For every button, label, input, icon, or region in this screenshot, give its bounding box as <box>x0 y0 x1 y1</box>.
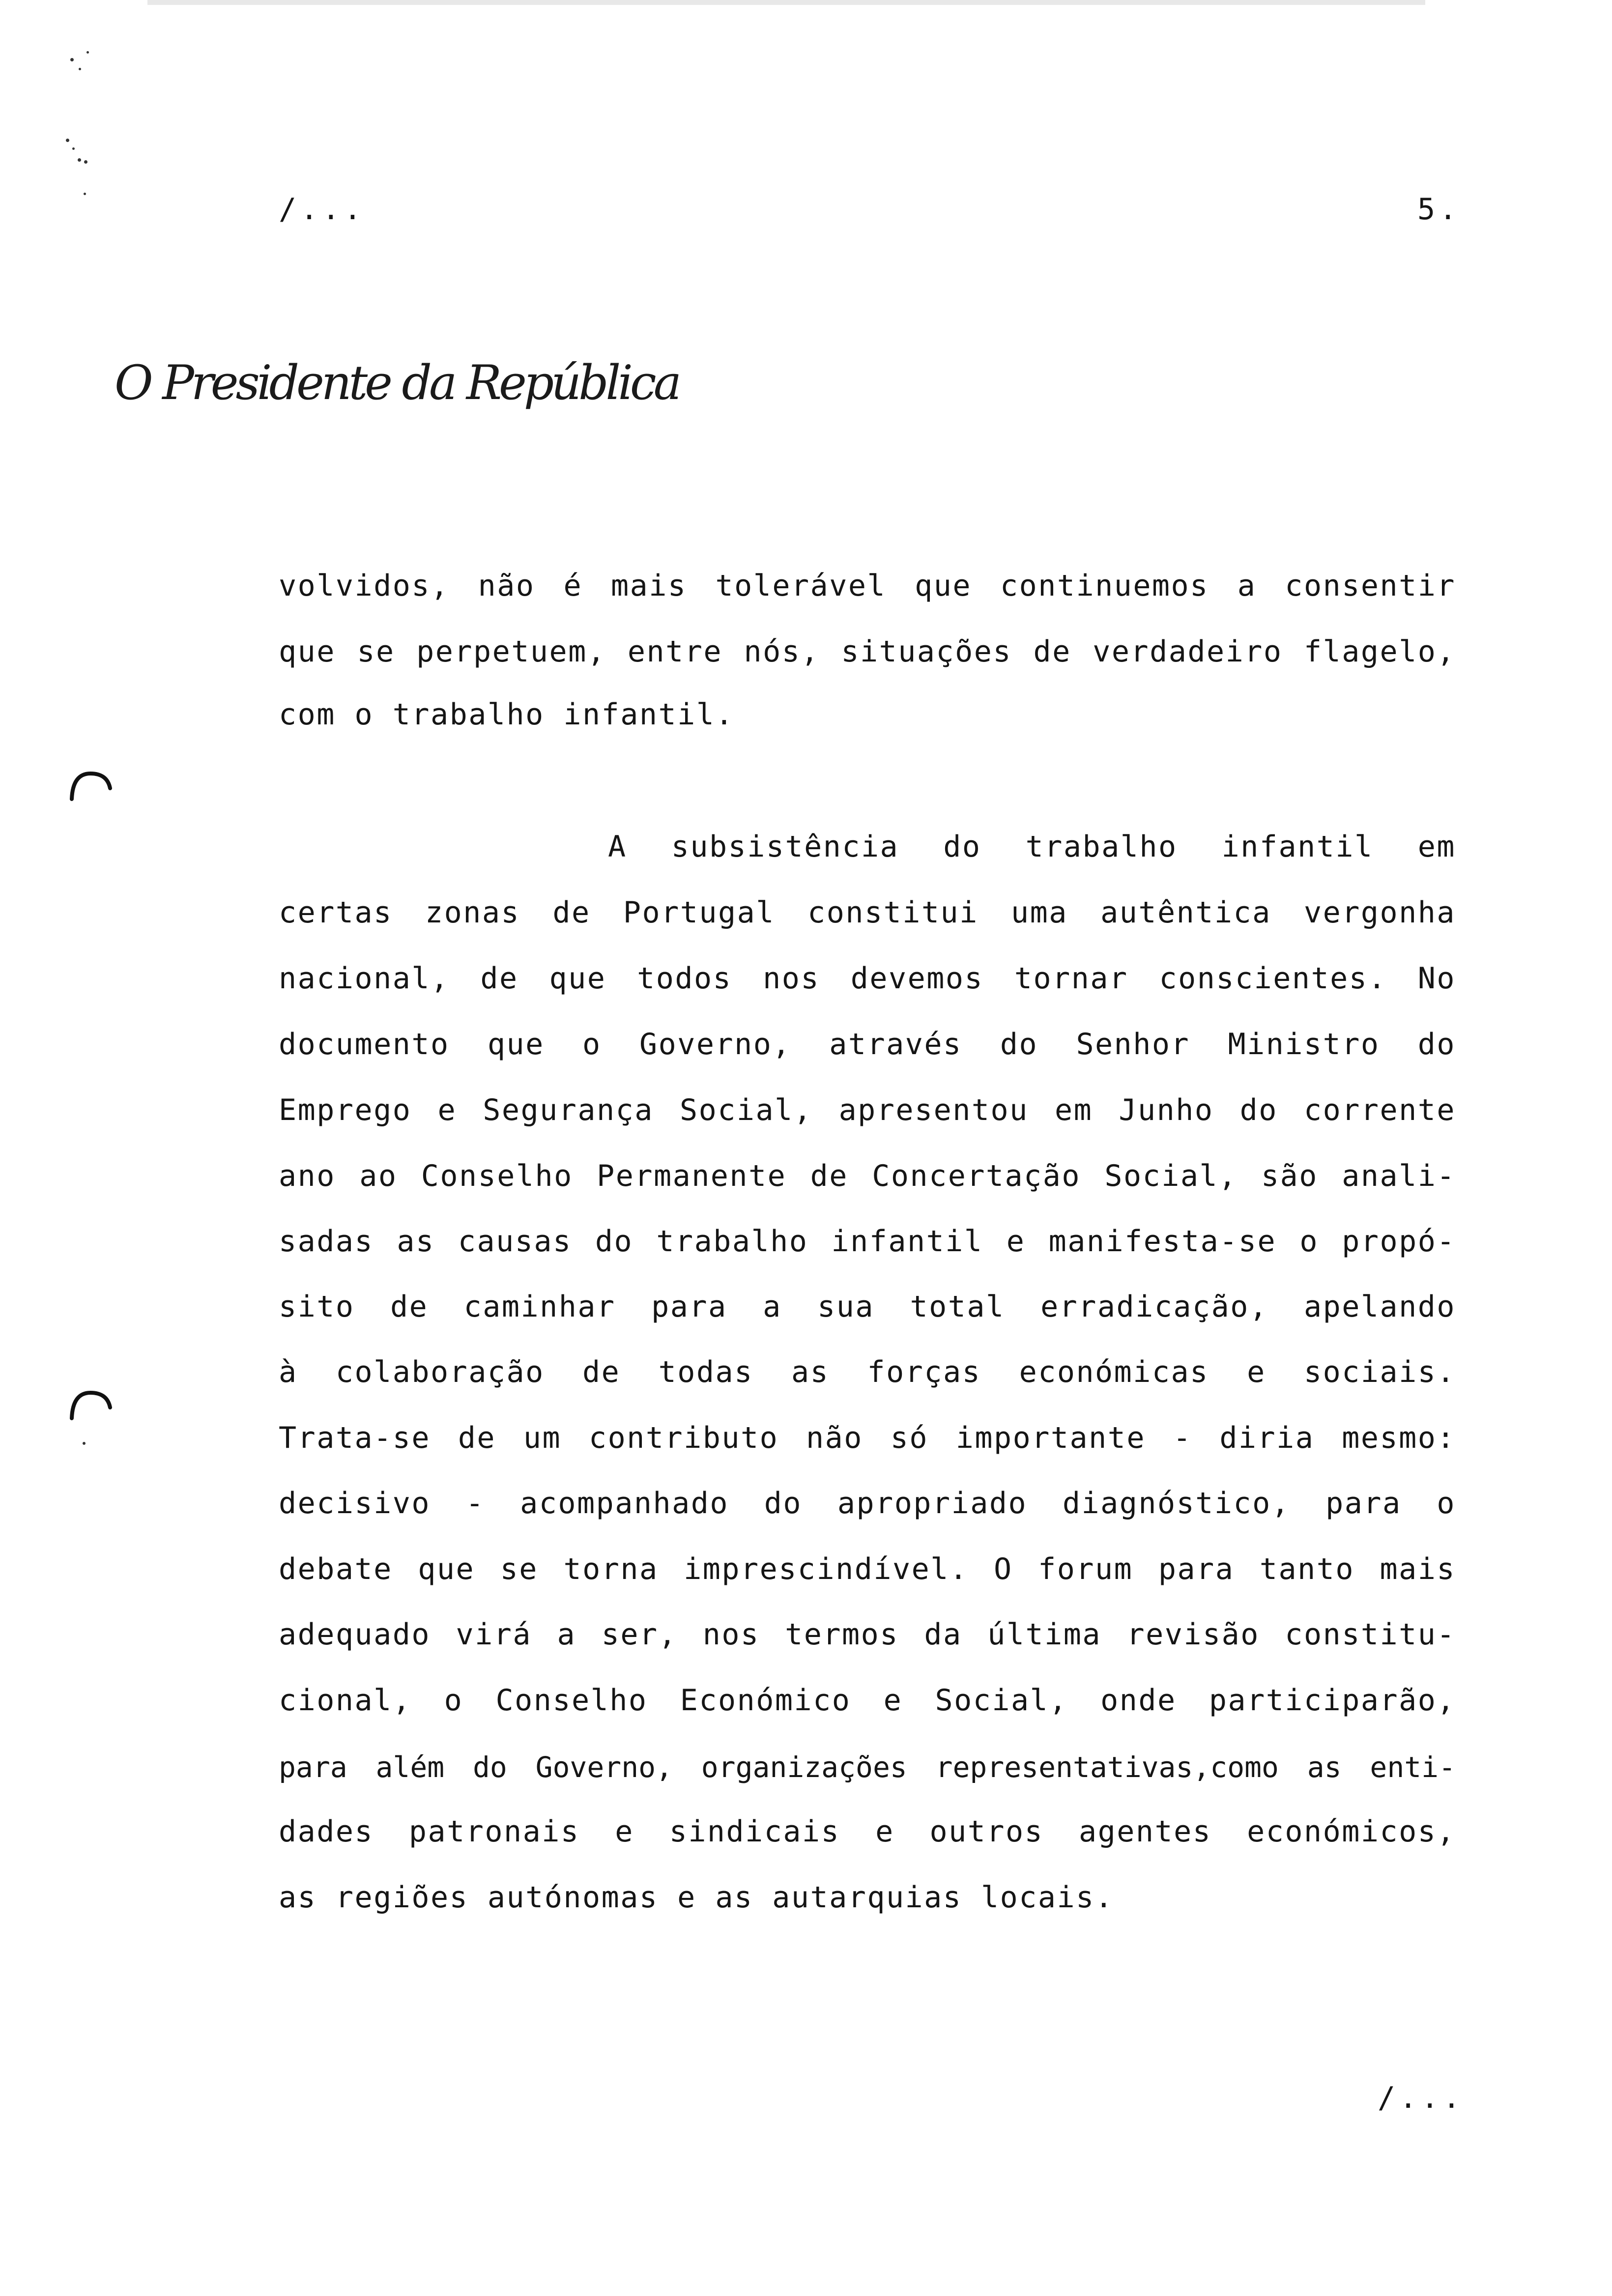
scan-speck <box>72 147 75 150</box>
text-line: A subsistência do trabalho infantil em <box>608 830 1456 864</box>
text-line: para além do Governo, organizações representativas,como as enti- <box>279 1751 1456 1784</box>
text-line: à colaboração de todas as forças económicas e sociais. <box>279 1355 1456 1389</box>
text-line: documento que o Governo, através do Senhor Ministro do <box>279 1027 1456 1062</box>
letterhead-title: O Presidente da República <box>115 355 679 410</box>
continuation-mark-bottom: /... <box>1378 2081 1465 2115</box>
text-line: decisivo - acompanhado do apropriado diagnóstico, para o <box>279 1486 1456 1521</box>
punch-hole-mark <box>68 1389 113 1420</box>
scan-speck <box>70 58 74 61</box>
text-line: cional, o Conselho Económico e Social, onde participarão, <box>279 1683 1456 1718</box>
text-line: ano ao Conselho Permanente de Concertação Social, são anali- <box>279 1159 1456 1193</box>
scan-speck <box>84 160 87 164</box>
text-line: Trata-se de um contributo não só importante - diria mesmo: <box>279 1421 1456 1455</box>
text-line: volvidos, não é mais tolerável que continuemos a consentir <box>279 569 1456 603</box>
scan-speck <box>79 68 81 70</box>
scan-speck <box>66 139 69 142</box>
page-number: 5. <box>1417 192 1461 227</box>
text-line: dades patronais e sindicais e outros agentes económicos, <box>279 1814 1456 1849</box>
text-line: nacional, de que todos nos devemos tornar conscientes. No <box>279 961 1456 996</box>
scan-speck <box>84 193 86 195</box>
text-line: sito de caminhar para a sua total erradicação, apelando <box>279 1290 1456 1324</box>
text-line: que se perpetuem, entre nós, situações de verdadeiro flagelo, <box>279 634 1456 669</box>
scan-speck <box>86 51 89 54</box>
punch-hole-mark <box>68 770 113 801</box>
scan-speck <box>78 158 81 162</box>
text-line: sadas as causas do trabalho infantil e manifesta-se o propó- <box>279 1224 1456 1259</box>
scan-speck <box>83 1442 86 1445</box>
text-line: as regiões autónomas e as autarquias locais. <box>279 1880 1114 1915</box>
text-line: com o trabalho infantil. <box>279 697 734 732</box>
text-line: adequado virá a ser, nos termos da última revisão constitu- <box>279 1617 1456 1652</box>
text-line: Emprego e Segurança Social, apresentou em Junho do corrente <box>279 1093 1456 1127</box>
text-line: debate que se torna imprescindível. O forum para tanto mais <box>279 1552 1456 1586</box>
text-line: certas zonas de Portugal constitui uma autêntica vergonha <box>279 895 1456 930</box>
continuation-mark-top: /... <box>279 192 366 227</box>
scan-edge-artifact <box>147 0 1425 5</box>
